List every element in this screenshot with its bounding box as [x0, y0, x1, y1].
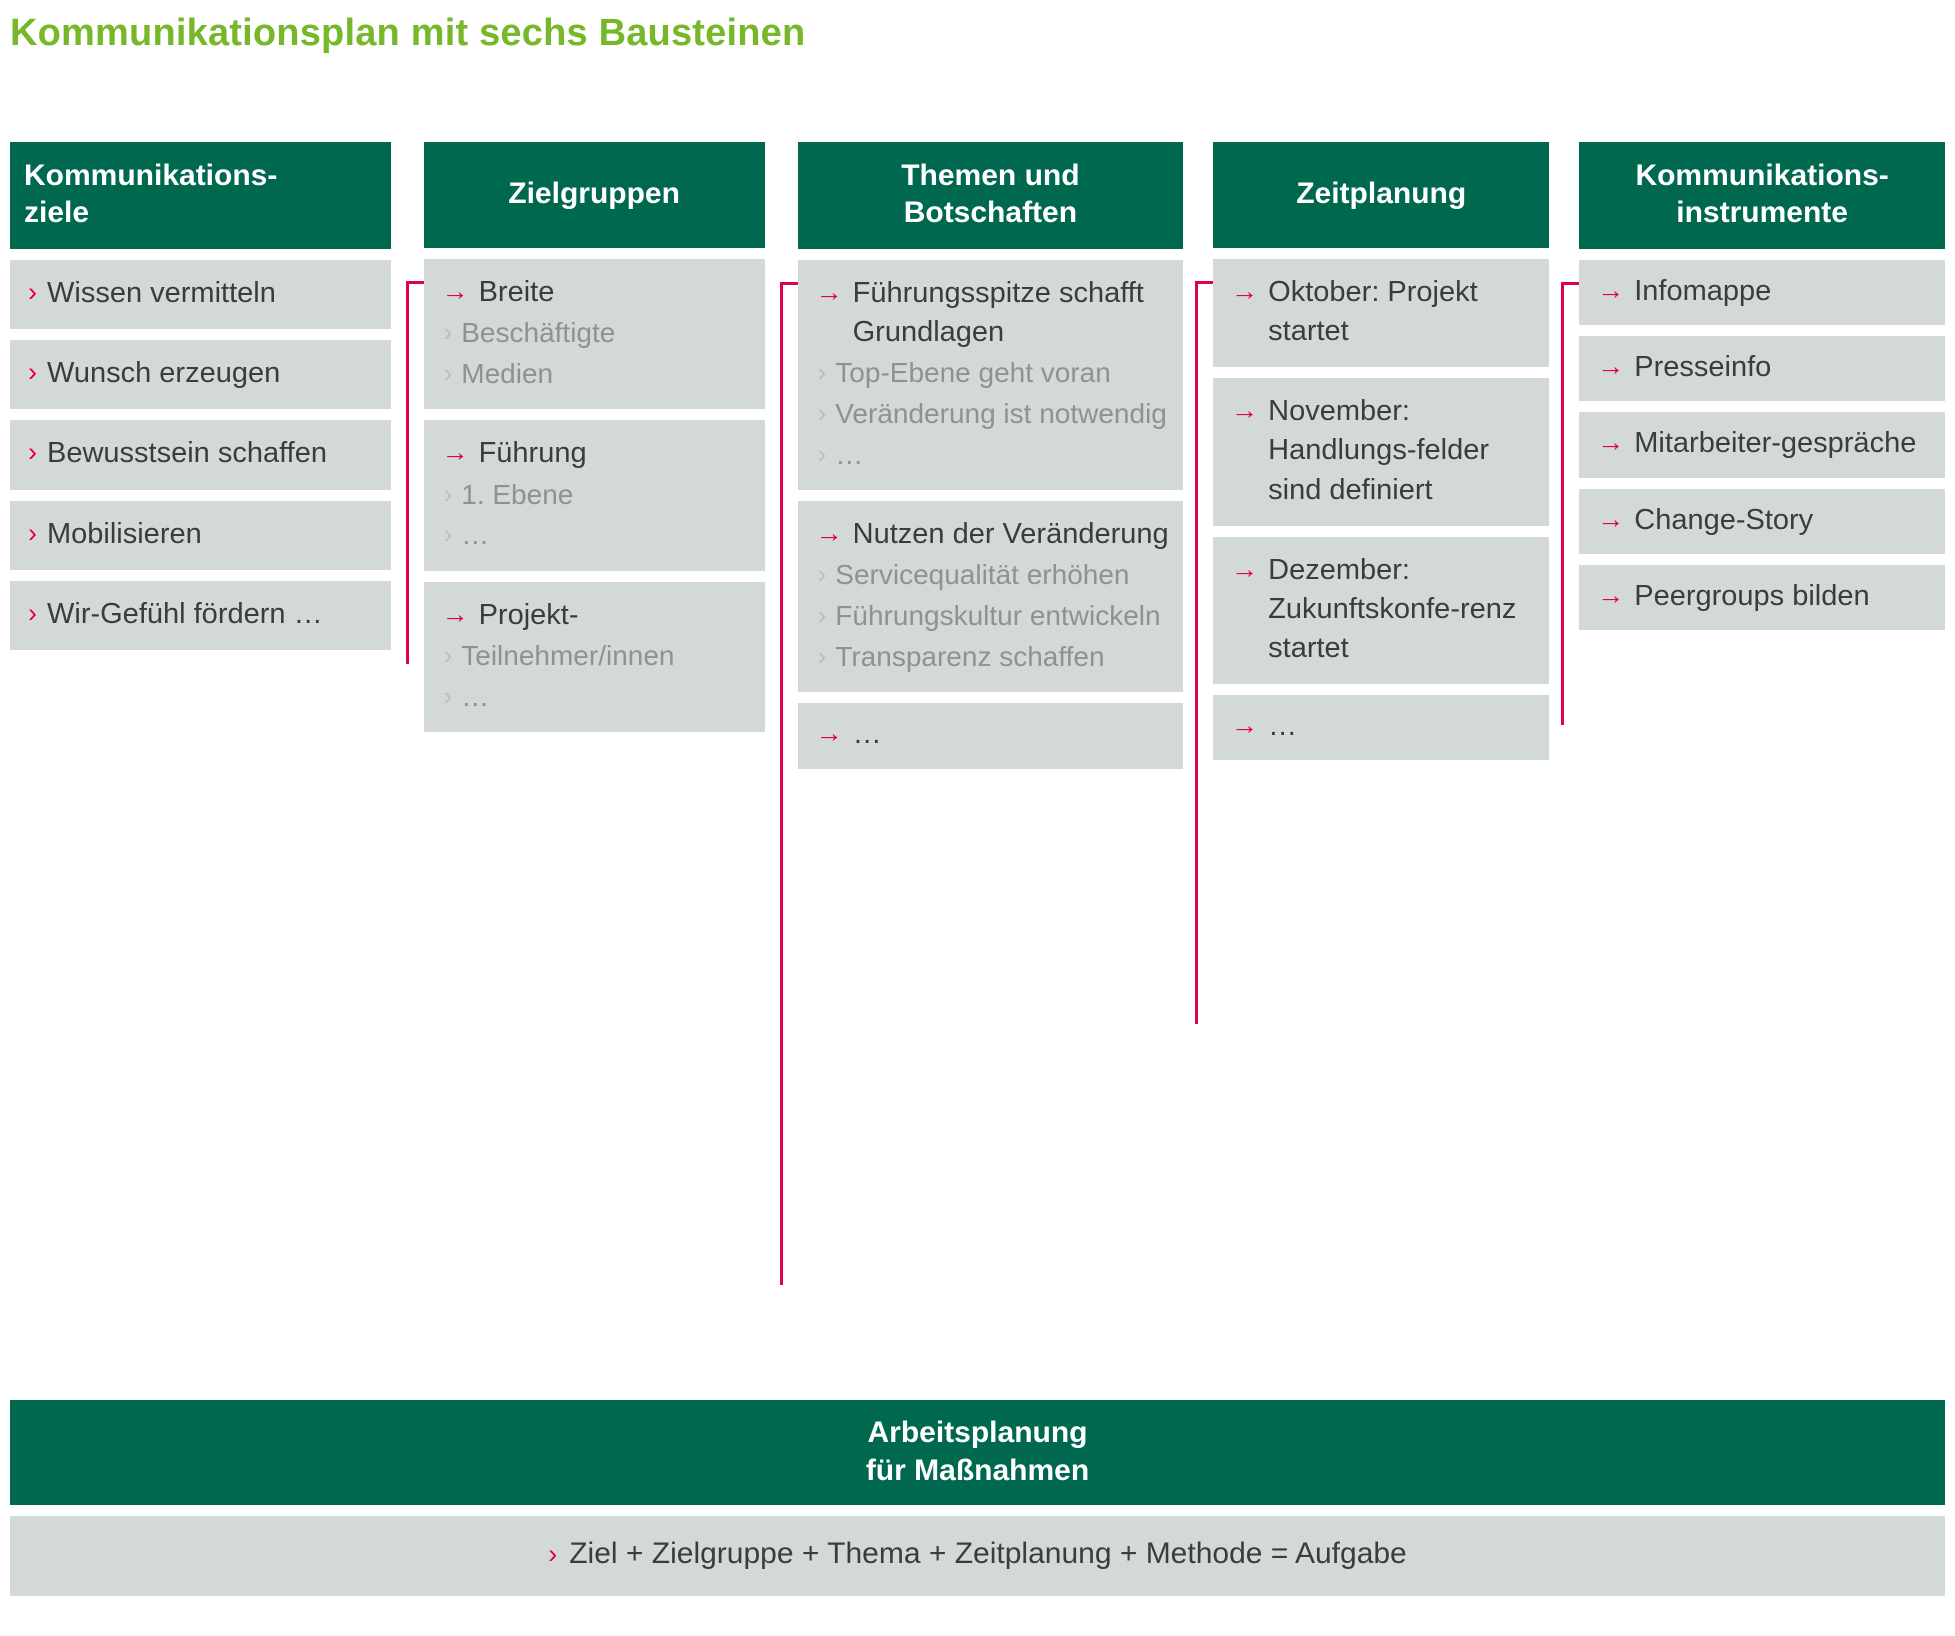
column-header-line2: ziele [24, 195, 90, 229]
arrow-icon: → [1597, 351, 1625, 382]
list-item[interactable] [798, 501, 1184, 692]
column-header-line2: Botschaften [903, 195, 1078, 229]
entry-label: Presseinfo [1634, 351, 1772, 384]
column-body-kommunikationsinstrumente [1579, 260, 1945, 630]
entry [1597, 348, 1931, 387]
column-header-kommunikationsziele [10, 142, 391, 249]
list-item[interactable] [798, 260, 1184, 490]
list-item[interactable] [1579, 489, 1945, 554]
entry [1597, 577, 1931, 616]
chevron-icon: › [28, 277, 37, 308]
arrow-icon: → [815, 277, 843, 308]
bottom-header-line1: Arbeitsplanung [867, 1416, 1088, 1449]
sub-item [442, 637, 751, 676]
bottom-header [10, 1400, 1945, 1505]
entry-label: Nutzen der Veränderung [852, 518, 1169, 551]
entry-label: November: Handlungs-felder sind definiert [1268, 395, 1490, 506]
entry [1231, 551, 1535, 668]
entry-label: Change-Story [1634, 503, 1814, 536]
entry-label: Führungsspitze schafft Grundlagen [852, 277, 1144, 349]
arrow-icon: → [1231, 395, 1259, 426]
column-header-kommunikationsinstrumente [1579, 142, 1945, 249]
entry [28, 595, 377, 634]
entry-label: Mobilisieren [47, 517, 202, 550]
column-header-line2: instrumente [1676, 195, 1848, 229]
entry [816, 274, 1170, 352]
arrow-icon: → [1231, 710, 1259, 741]
arrow-icon: → [441, 598, 469, 629]
entry-label: Infomappe [1634, 275, 1772, 308]
entry-label: Wir-Gefühl fördern … [47, 597, 323, 630]
entry-label: Peergroups bilden [1634, 579, 1870, 612]
sub-label: 1. Ebene [461, 478, 574, 510]
sub-item [816, 556, 1170, 595]
entry [442, 434, 751, 473]
entry-label: Wunsch erzeugen [47, 357, 281, 390]
list-item[interactable] [798, 703, 1184, 768]
chevron-icon: › [28, 517, 37, 548]
bottom-formula-box[interactable] [10, 1516, 1945, 1596]
column-zielgruppen [424, 142, 765, 743]
chevron-icon: › [28, 437, 37, 468]
sub-label: Beschäftigte [461, 317, 616, 349]
list-item[interactable] [424, 582, 765, 732]
sub-label: Servicequalität erhöhen [835, 559, 1130, 591]
column-header-line1: Kommunikations- [1635, 159, 1889, 192]
arrow-icon: → [441, 276, 469, 306]
sub-item [816, 395, 1170, 434]
entry [28, 434, 377, 473]
chevron-icon: › [443, 639, 453, 670]
sub-label: … [461, 519, 490, 551]
list-item[interactable] [10, 581, 391, 650]
entry-label: Breite [478, 276, 555, 308]
entry [1231, 273, 1535, 351]
entry [442, 273, 751, 312]
list-item[interactable] [424, 259, 765, 409]
list-item[interactable] [1579, 565, 1945, 630]
arrow-icon: → [1597, 503, 1625, 534]
sub-item [816, 436, 1170, 475]
sub-label: Medien [461, 357, 554, 389]
entry [1597, 501, 1931, 540]
chevron-icon: › [817, 438, 827, 469]
entry-label: Oktober: Projekt startet [1268, 276, 1478, 348]
bottom-section-arbeitsplanung [10, 1400, 1945, 1596]
column-header-line1: Zielgruppen [508, 176, 680, 210]
chevron-icon: › [817, 640, 827, 671]
sub-item [442, 476, 751, 515]
column-kommunikationsinstrumente [1579, 142, 1945, 641]
sub-label: Transparenz schaffen [835, 640, 1105, 672]
entry-label: Führung [478, 437, 587, 470]
sub-item [816, 597, 1170, 636]
arrow-icon: → [815, 518, 843, 549]
entry [442, 596, 751, 635]
list-item[interactable] [1579, 336, 1945, 401]
arrow-icon: → [1231, 276, 1259, 306]
chevron-icon: › [548, 1539, 558, 1569]
sub-label: Führungskultur entwickeln [835, 600, 1161, 632]
column-header-line1: Kommunikations- [24, 159, 278, 192]
entry-label: Wissen vermitteln [47, 277, 276, 310]
sub-label: … [461, 680, 490, 712]
list-item[interactable] [1213, 695, 1549, 760]
sub-item [442, 314, 751, 353]
list-item[interactable] [10, 340, 391, 409]
entry [1597, 424, 1931, 463]
sub-item [442, 516, 751, 555]
list-item[interactable] [1213, 378, 1549, 525]
column-header-line1: Zeitplanung [1296, 176, 1467, 210]
column-body-zeitplanung [1213, 259, 1549, 760]
column-header-zielgruppen [424, 142, 765, 248]
column-zeitplanung [1213, 142, 1549, 771]
chevron-icon: › [443, 519, 453, 550]
column-body-kommunikationsziele [10, 260, 391, 650]
sub-label: … [835, 438, 864, 470]
list-item[interactable] [1579, 412, 1945, 477]
list-item[interactable] [1579, 260, 1945, 325]
column-body-zielgruppen [424, 259, 765, 732]
chevron-icon: › [443, 478, 453, 509]
sub-label: Teilnehmer/innen [461, 639, 675, 671]
column-header-line1: Themen und [901, 159, 1080, 192]
chevron-icon: › [28, 597, 37, 628]
entry-label: Bewusstsein schaffen [47, 437, 327, 470]
arrow-icon: → [1597, 579, 1625, 610]
bottom-header-line2: für Maßnahmen [865, 1453, 1090, 1487]
entry-label: Projekt- [478, 598, 579, 631]
sub-item [816, 638, 1170, 677]
column-body-themen [798, 260, 1184, 768]
sub-label: Veränderung ist notwendig [835, 398, 1167, 430]
entry-label: … [1268, 710, 1298, 743]
entry [1597, 272, 1931, 311]
chevron-icon: › [817, 398, 827, 429]
chevron-icon: › [28, 357, 37, 388]
list-item[interactable] [10, 501, 391, 570]
column-themen-und-botschaften [798, 142, 1184, 780]
columns-container [10, 142, 1945, 780]
formula-label: Ziel + Zielgruppe + Thema + Zeitplanung + Methode = Aufgabe [569, 1537, 1407, 1570]
sub-item [442, 678, 751, 717]
chevron-icon: › [817, 559, 827, 590]
chevron-icon: › [443, 317, 453, 348]
list-item[interactable] [10, 420, 391, 489]
entry-label: Mitarbeiter-gespräche [1634, 427, 1917, 460]
arrow-icon: → [1597, 427, 1625, 458]
column-header-themen [798, 142, 1184, 249]
sub-label: Top-Ebene geht voran [835, 357, 1111, 389]
entry-label: … [852, 718, 882, 751]
list-item[interactable] [1213, 259, 1549, 367]
arrow-icon: → [1231, 553, 1259, 584]
list-item[interactable] [1213, 537, 1549, 684]
chevron-icon: › [817, 600, 827, 631]
entry-label: Dezember: Zukunftskonfe-renz startet [1268, 553, 1517, 664]
entry [816, 515, 1170, 554]
sub-item [442, 355, 751, 394]
arrow-icon: → [1597, 275, 1625, 306]
entry [1231, 707, 1535, 746]
sub-item [816, 354, 1170, 393]
page-title: Kommunikationsplan mit sechs Bausteinen [10, 12, 806, 54]
column-kommunikationsziele [10, 142, 391, 661]
entry [28, 354, 377, 393]
chevron-icon: › [443, 680, 453, 711]
chevron-icon: › [443, 357, 453, 388]
entry [28, 274, 377, 313]
entry [28, 515, 377, 554]
chevron-icon: › [817, 357, 827, 388]
arrow-icon: → [441, 437, 469, 468]
entry [816, 715, 1170, 754]
list-item[interactable] [10, 260, 391, 329]
list-item[interactable] [424, 420, 765, 570]
arrow-icon: → [815, 718, 843, 749]
column-header-zeitplanung [1213, 142, 1549, 248]
entry [1231, 392, 1535, 509]
